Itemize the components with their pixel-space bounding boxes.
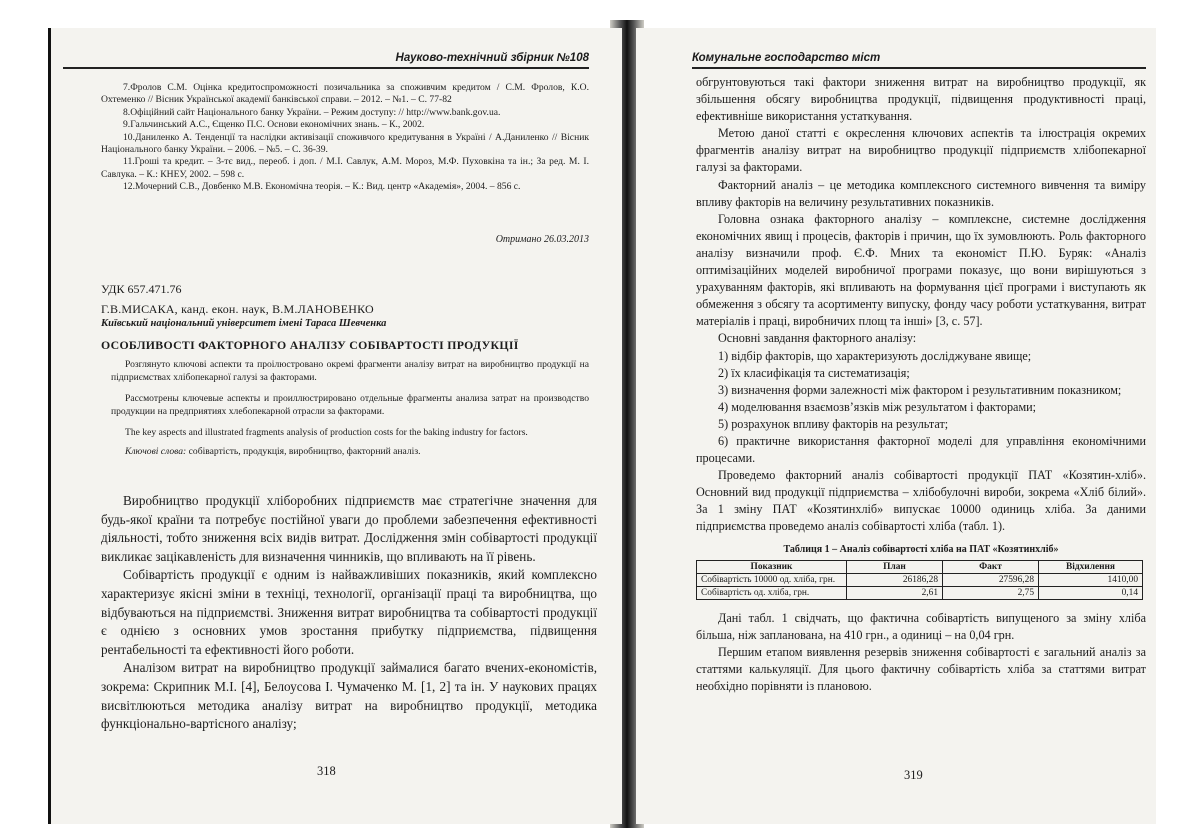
reference-list <box>101 82 589 194</box>
keywords: собівартість, продукція, виробництво, факторний аналіз. <box>188 446 421 457</box>
body-paragraph: обгрунтовуються такі фактори зниження витрат на виробництво продукції, як збільшення обсягу виробництва продукції, підвищення продуктивності праці, ефективніше використання устаткування. <box>696 75 1146 124</box>
table-cell: 27596,28 <box>943 573 1039 586</box>
reference-item: 12.Мочерний С.В., Довбенко М.В. Економічна теорія. – К.: Вид. центр «Академія», 2004. – 856 с. <box>123 181 521 193</box>
abstract-en: The key aspects and illustrated fragments analysis of production costs for the baking industry for factors. <box>125 427 528 438</box>
authors: Г.В.МИСАКА, канд. екон. наук, В.М.ЛАНОВЕНКО <box>101 302 374 316</box>
table-header-cell: Відхилення <box>1039 560 1143 573</box>
right-page <box>636 28 1156 824</box>
table-row <box>697 573 1143 586</box>
table-header-cell: Факт <box>943 560 1039 573</box>
left-page <box>48 28 622 824</box>
right-running-head: Комунальне господарство міст <box>692 52 1146 69</box>
table-cell: 26186,28 <box>847 573 943 586</box>
left-page-number: 318 <box>317 764 336 778</box>
keywords-line <box>111 445 589 458</box>
table-header-row <box>697 560 1143 573</box>
affiliation: Київський національний університет імені Тараса Шевченка <box>101 318 387 329</box>
table-cell: Собівартість 10000 од. хліба, грн. <box>697 573 847 586</box>
table-row <box>697 586 1143 599</box>
abstracts <box>111 358 589 458</box>
body-paragraph: Першим етапом виявлення резервів зниження собівартості є загальний аналіз за статтями калькуляції. Для цього фактичну собівартість хліба за статтями витрат необхідно порівняти із плановою. <box>696 644 1146 693</box>
table-cell: 0,14 <box>1039 586 1143 599</box>
abstract-ru: Рассмотрены ключевые аспекты и проиллюстрировано отдельные фрагменты анализа затрат на производство продукции на предприятиях хлебопекарной отрасли за факторами. <box>111 393 589 417</box>
body-paragraph: Головна ознака факторного аналізу – комплексне, системне дослідження економічних явищ і процесів, факторів і причин, що їх зумовлюють. Роль факторного аналізу визначили проф. Є.Ф. Мних та економіст П.Ю. Буряк: «Аналіз оптимізаційних моделей виробничої програми показує, що вони вирішуються з урахуванням факторів, які впливають на формування цієї програми і виступають як обмеження з обсягу та асортименту випуску, фонду часу роботи устаткування, витрат матеріалів і праці, виробничих площ та інші» [3, с. 57]. <box>696 211 1146 329</box>
table-header-cell: Показник <box>697 560 847 573</box>
body-paragraph: Дані табл. 1 свідчать, що фактична собівартість випущеного за зміну хліба більша, ніж запланована, на 410 грн., а одиниці – на 0,04 грн. <box>696 610 1146 642</box>
task-list-item: 4) моделювання взаємозв’язків між результатом і факторами; <box>718 399 1037 414</box>
right-body <box>696 74 1146 695</box>
udk-code: УДК 657.471.76 <box>101 282 182 296</box>
body-paragraph: Собівартість продукції є одним із найважливіших показників, який комплексно характеризує якісні зміни в техніці, технології, організації праці та виробництва, що відбуваються на підприємстві. Зниження витрат виробництва та собівартості продукції є однією з основних умов зростання прибутку підприємства, підвищення рентабельності та ефективності його роботи. <box>101 567 597 657</box>
table-cell: 2,61 <box>847 586 943 599</box>
body-paragraph: Факторний аналіз – це методика комплексного системного вивчення та виміру впливу факторів на величину результативних показників. <box>696 177 1146 209</box>
body-paragraph: Проведемо факторний аналіз собівартості продукції ПАТ «Козятин-хліб». Основний вид продукції підприємства – хлібобулочні вироби, зокрема «Хліб білий». За 1 зміну ПАТ «Козятинхліб» випускає 10000 одиниць хліба. За даними підприємства проведемо аналіз собівартості хліба (табл. 1). <box>696 468 1146 534</box>
received-date: Отримано 26.03.2013 <box>495 234 589 245</box>
reference-item: 9.Гальчинський А.С., Єщенко П.С. Основи економічних знань. – К., 2002. <box>123 119 425 131</box>
table-cell: Собівартість од. хліба, грн. <box>697 586 847 599</box>
left-body <box>101 492 597 734</box>
reference-item: 10.Даниленко А. Тенденції та наслідки активізації споживчого кредитування в Україні / А.Даниленко // Вісник Національного банку України. – 2006. – №5. – С. 36-39. <box>101 131 589 156</box>
cost-table <box>696 560 1143 600</box>
body-paragraph: Основні завдання факторного аналізу: <box>718 331 917 346</box>
reference-item: 11.Гроші та кредит. – 3-тє вид., переоб. і доп. / М.І. Савлук, А.М. Мороз, М.Ф. Пуховкіна та ін.; За ред. М. І. Савлука. – К.: КНЕУ, 2002. – 598 с. <box>101 156 589 180</box>
body-paragraph: Метою даної статті є окреслення ключових аспектів та ілюстрація окремих фрагментів аналізу витрат на виробництво продукції підприємств хлібопекарної галузі за факторами. <box>696 126 1146 175</box>
task-list-item: 5) розрахунок впливу факторів на результат; <box>718 416 949 431</box>
body-paragraph: Аналізом витрат на виробництво продукції займалися багато вчених-економістів, зокрема: Скрипник М.І. [4], Белоусова І. Чумаченко М. [1, 2] та ін. У наукових працях висвітлюються методика аналізу витрат на виробництво продукції, методика функціонально-вартісного аналізу; <box>101 660 597 732</box>
reference-item: 7.Фролов С.М. Оцінка кредитоспроможності позичальника за споживчим кредитом / С.М. Фролов, К.О. Охтеменко // Вісник Української академії банківської справи. – 2012. – №1. – С. 77-82 <box>101 82 589 106</box>
left-running-head: Науково-технічний збірник №108 <box>63 52 589 69</box>
body-paragraph: Виробництво продукції хліборобних підприємств має стратегічне значення для будь-якої країни та потребує постійної уваги до проблеми забезпечення ефективності діяльності, тобто зниження всіх видів витрат. Дослідження змін собівартості продукції викликає зацікавленість для визначення чинників, що впливають на її рівень. <box>101 493 597 564</box>
task-list-item: 3) визначення форми залежності між фактором і результативним показником; <box>718 382 1122 397</box>
task-list-item: 6) практичне використання факторної моделі для управління економічними процесами. <box>696 433 1146 466</box>
table-header-cell: План <box>847 560 943 573</box>
table-cell: 2,75 <box>943 586 1039 599</box>
right-page-number: 319 <box>904 768 923 782</box>
task-list-item: 1) відбір факторів, що характеризують досліджуване явище; <box>718 348 1032 363</box>
keywords-label: Ключові слова: <box>125 446 187 457</box>
abstract-uk: Розглянуто ключові аспекти та проілюстровано окремі фрагменти аналізу витрат на виробництво продукції на підприємствах хлібопекарної галузі за факторами. <box>111 359 589 383</box>
article-title: ОСОБЛИВОСТІ ФАКТОРНОГО АНАЛІЗУ СОБІВАРТОСТІ ПРОДУКЦІЇ <box>101 338 519 352</box>
reference-item: 8.Офіційний сайт Національного банку України. – Режим доступу: // http://www.bank.gov.ua. <box>123 106 501 118</box>
table-cell: 1410,00 <box>1039 573 1143 586</box>
task-list-item: 2) їх класифікація та систематизація; <box>718 365 910 380</box>
table-caption: Таблиця 1 – Аналіз собівартості хліба на ПАТ «Козятинхліб» <box>783 543 1059 555</box>
